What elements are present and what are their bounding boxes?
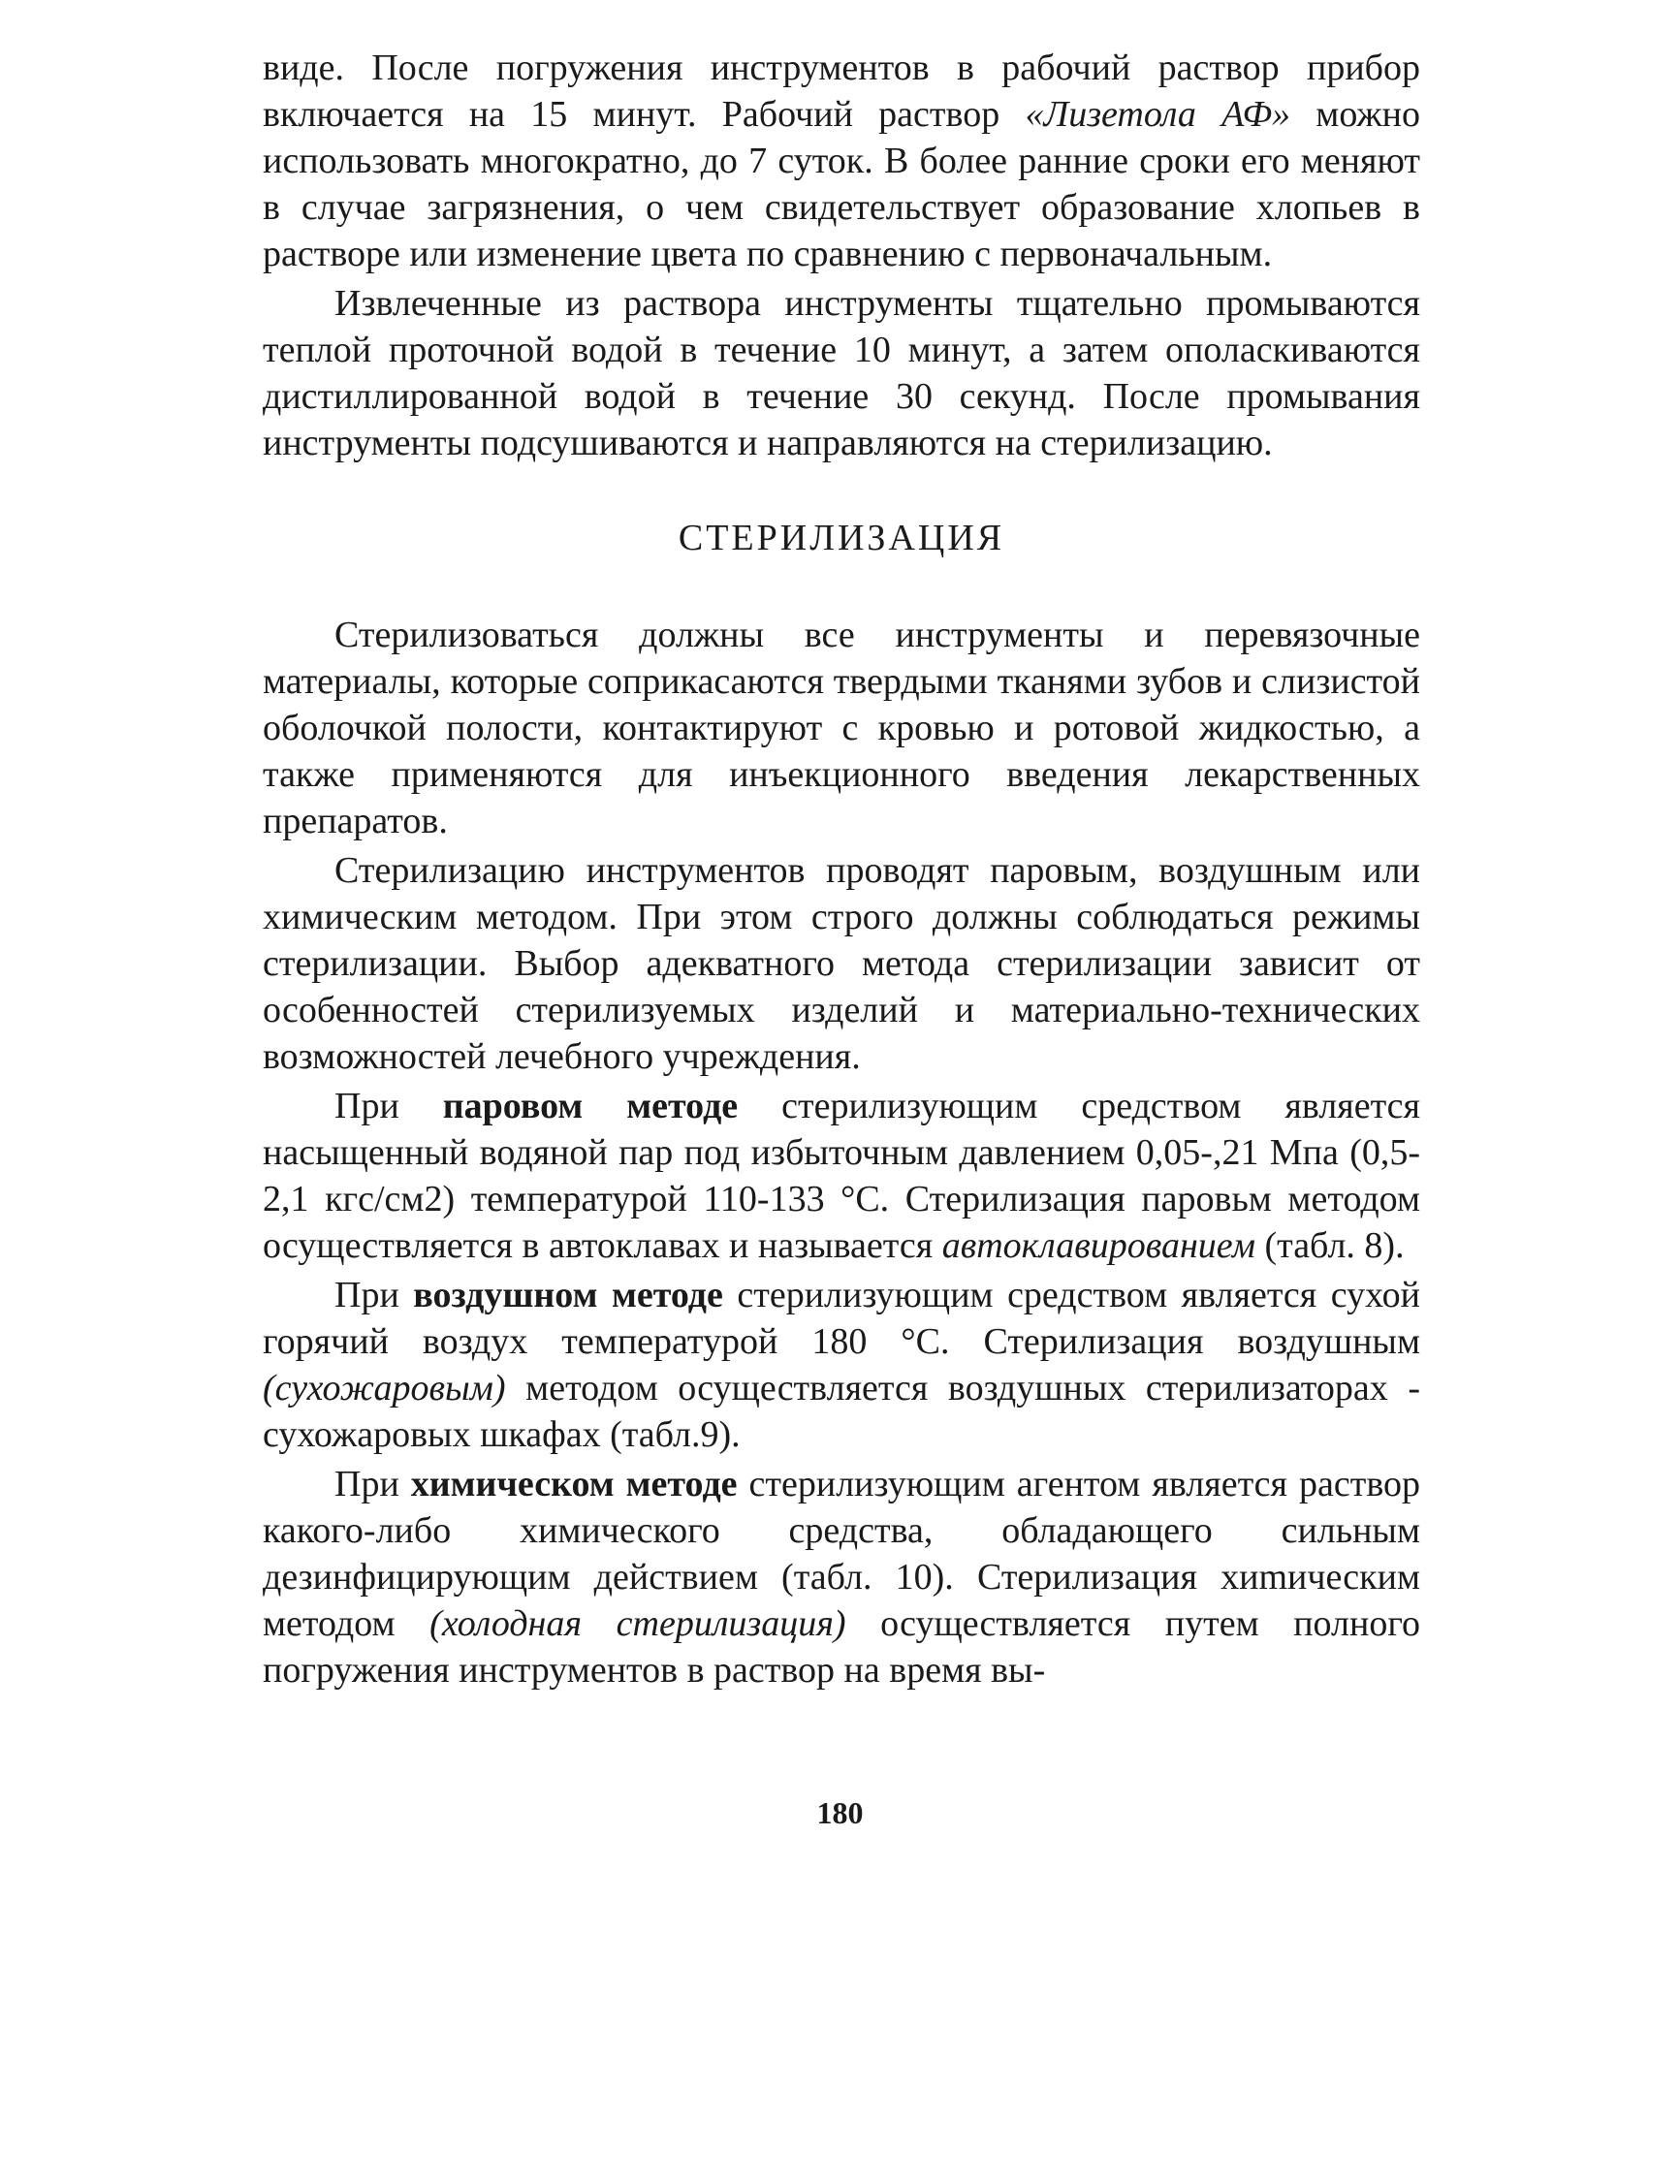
text-run: Стерилизацию инструментов проводят паровым, воздушным или химическим методом. При этом строго должны соблюдаться режимы стерилизации. Выбор адекватного метода стерилизации зависит от особенностей стерилизуемых изделий и материально-технических возможностей лечебного учреждения. bbox=[263, 850, 1420, 1077]
text-block-bottom bbox=[263, 612, 1420, 1693]
text-run: можно использовать многократно, до 7 суток. В более ранние сроки его меняют в случае загрязнения, о чем свидетельствует образование хлопьев в растворе или изменение цвета по сравнению с первоначальным. bbox=[263, 94, 1420, 274]
paragraph-p4 bbox=[263, 847, 1420, 1080]
italic-text: (холодная стерилизация) bbox=[429, 1603, 846, 1644]
text-run: методом осуществляется воздушных стерилизаторах - сухожаровых шкафах (табл.9). bbox=[263, 1368, 1420, 1455]
paragraph-p5 bbox=[263, 1083, 1420, 1269]
text-run: виде. После погружения инструментов в рабочий раствор прибор включается на 15 минут. Рабочий раствор bbox=[263, 47, 1420, 135]
text-run: (табл. 8). bbox=[1254, 1225, 1405, 1266]
text-run: стерилизующим агентом является раствор какого-либо химического средства, обладающего сильным дезинфицирующим действием (табл. 10). Стерилизация хиmическим методом bbox=[263, 1464, 1421, 1644]
document-page bbox=[263, 45, 1420, 1693]
italic-text: автоклавированием bbox=[941, 1225, 1255, 1266]
paragraph-p6 bbox=[263, 1272, 1420, 1458]
text-run: Извлеченные из раствора инструменты тщательно промываются теплой проточной водой в течение 10 минут, а затем ополаскиваются дистиллированной водой в течение 30 секунд. После промывания инструменты подсушиваются и направляются на стерилизацию. bbox=[263, 283, 1420, 463]
text-run: При bbox=[334, 1464, 411, 1504]
section-heading: СТЕРИЛИЗАЦИЯ bbox=[678, 518, 1005, 558]
bold-text: химическом методе bbox=[410, 1464, 738, 1504]
text-run: осуществляется путем полного погружения инструментов в раствор на время вы- bbox=[263, 1603, 1420, 1691]
italic-text: «Лизетола АФ» bbox=[1025, 94, 1291, 135]
paragraph-p2 bbox=[263, 280, 1420, 466]
italic-text: (сухожаровым) bbox=[263, 1368, 506, 1409]
paragraph-p1 bbox=[263, 45, 1420, 277]
text-run: При bbox=[334, 1275, 414, 1315]
bold-text: воздушном методе bbox=[413, 1275, 723, 1315]
text-run: Стерилизоваться должны все инструменты и перевязочные материалы, которые соприкасаются твердыми тканями зубов и слизистой оболочкой полости, контактируют с кровью и ротовой жидкостью, а также применяются для инъекционного введения лекарственных препаратов. bbox=[263, 615, 1420, 841]
text-run: При bbox=[334, 1086, 443, 1126]
paragraph-p7 bbox=[263, 1461, 1420, 1693]
page-number: 180 bbox=[816, 1795, 864, 1830]
text-block-top bbox=[263, 45, 1420, 466]
text-run: стерилизующим средством является сухой горячий воздух температурой 180 °С. Стерилизация воздушным bbox=[263, 1275, 1420, 1362]
paragraph-p3 bbox=[263, 612, 1420, 844]
bold-text: паровом методе bbox=[442, 1086, 739, 1126]
text-run: стерилизующим средством является насыщенный водяной пар под избыточным давлением 0,05-,21 Мпа (0,5-2,1 кгс/см2) температурой 110-133 °С. Стерилизация паровьм методом осуществляется в автоклавах и называется bbox=[263, 1086, 1421, 1266]
